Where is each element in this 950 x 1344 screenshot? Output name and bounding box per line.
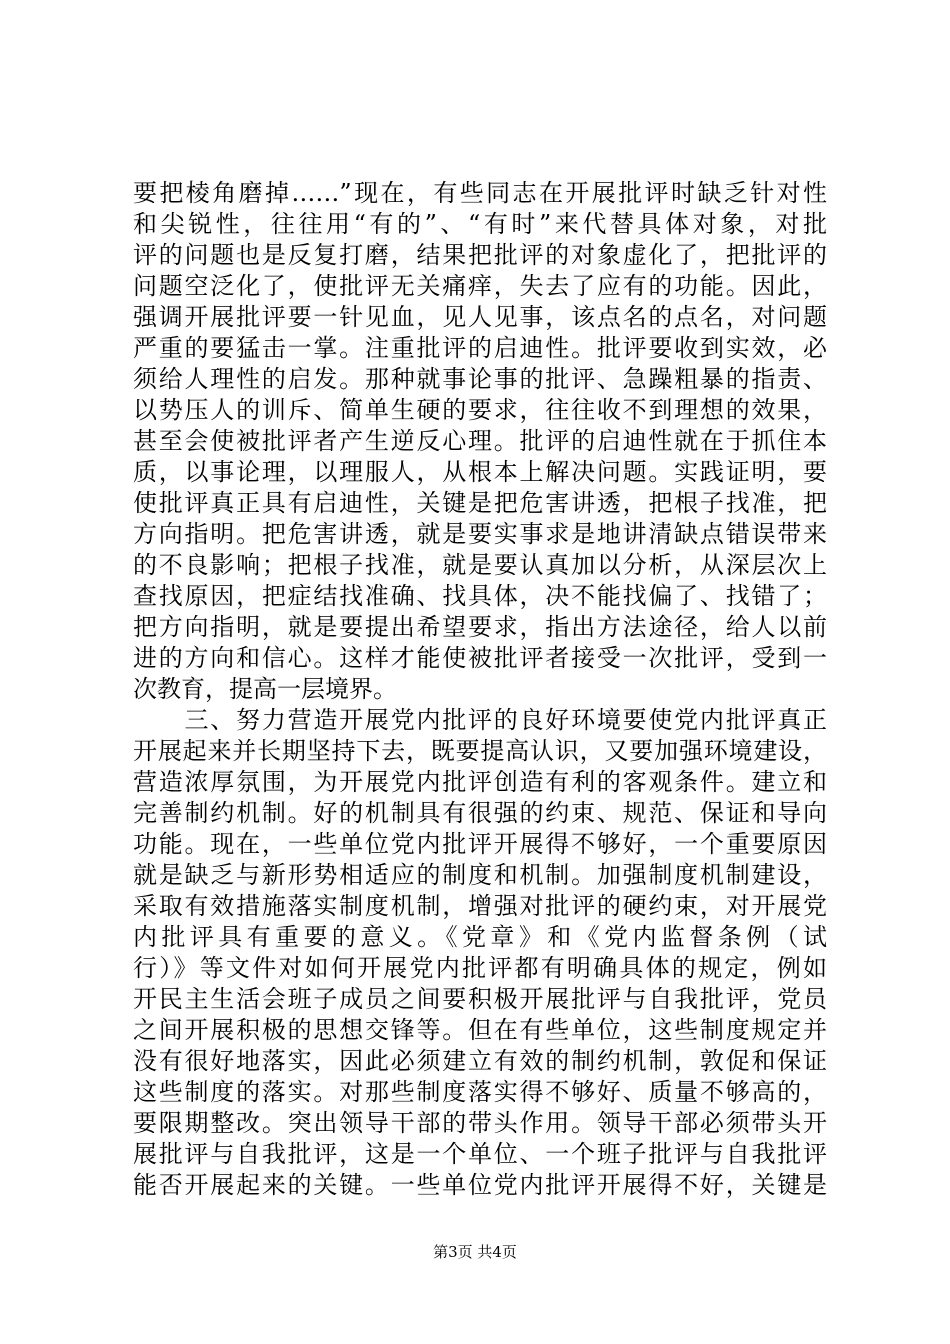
text-line: 之间开展积极的思想交锋等。但在有些单位，这些制度规定并 xyxy=(133,1016,827,1044)
text-line: 问题空泛化了，使批评无关痛痒，失去了应有的功能。因此， xyxy=(133,272,827,300)
text-line: 查找原因，把症结找准确、找具体，决不能找偏了、找错了； xyxy=(133,582,827,610)
text-line: 采取有效措施落实制度机制，增强对批评的硬约束，对开展党 xyxy=(133,892,827,920)
text-line: 营造浓厚氛围，为开展党内批评创造有利的客观条件。建立和 xyxy=(133,768,827,796)
text-line: 展批评与自我批评，这是一个单位、一个班子批评与自我批评 xyxy=(133,1140,827,1168)
text-line: 把方向指明，就是要提出希望要求，指出方法途径，给人以前 xyxy=(133,613,827,641)
text-line: 甚至会使被批评者产生逆反心理。批评的启迪性就在于抓住本 xyxy=(133,427,827,455)
text-line: 内批评具有重要的意义。《党章》和《党内监督条例（试 xyxy=(133,923,827,951)
text-line: 以势压人的训斥、简单生硬的要求，往往收不到理想的效果， xyxy=(133,396,827,424)
text-line: 质，以事论理，以理服人，从根本上解决问题。实践证明，要 xyxy=(133,458,827,486)
text-line: 强调开展批评要一针见血，见人见事，该点名的点名，对问题 xyxy=(133,303,827,331)
page-footer: 第3页 共4页 xyxy=(433,1243,517,1261)
text-line: 行）》等文件对如何开展党内批评都有明确具体的规定，例如 xyxy=(133,954,827,982)
text-line: 进的方向和信心。这样才能使被批评者接受一次批评，受到一 xyxy=(133,644,827,672)
text-line: 要把棱角磨掉……”现在，有些同志在开展批评时缺乏针对性 xyxy=(133,179,827,207)
text-line: 功能。现在，一些单位党内批评开展得不够好，一个重要原因 xyxy=(133,830,827,858)
text-line: 能否开展起来的关键。一些单位党内批评开展得不好，关键是 xyxy=(133,1171,827,1199)
text-line: 三、努力营造开展党内批评的良好环境要使党内批评真正 xyxy=(133,706,827,734)
text-line: 开展起来并长期坚持下去，既要提高认识，又要加强环境建设， xyxy=(133,737,827,765)
text-line: 须给人理性的启发。那种就事论事的批评、急躁粗暴的指责、 xyxy=(133,365,827,393)
text-line: 的不良影响；把根子找准，就是要认真加以分析，从深层次上 xyxy=(133,551,827,579)
body-text xyxy=(133,178,827,1201)
text-line: 使批评真正具有启迪性，关键是把危害讲透，把根子找准，把 xyxy=(133,489,827,517)
text-line: 完善制约机制。好的机制具有很强的约束、规范、保证和导向 xyxy=(133,799,827,827)
text-line: 没有很好地落实，因此必须建立有效的制约机制，敦促和保证 xyxy=(133,1047,827,1075)
text-line: 严重的要猛击一掌。注重批评的启迪性。批评要收到实效，必 xyxy=(133,334,827,362)
text-line: 就是缺乏与新形势相适应的制度和机制。加强制度机制建设， xyxy=(133,861,827,889)
text-line: 要限期整改。突出领导干部的带头作用。领导干部必须带头开 xyxy=(133,1109,827,1137)
text-line: 评的问题也是反复打磨，结果把批评的对象虚化了，把批评的 xyxy=(133,241,827,269)
text-line: 和尖锐性，往往用“有的”、“有时”来代替具体对象，对批 xyxy=(133,210,827,238)
text-line: 方向指明。把危害讲透，就是要实事求是地讲清缺点错误带来 xyxy=(133,520,827,548)
text-line: 开民主生活会班子成员之间要积极开展批评与自我批评，党员 xyxy=(133,985,827,1013)
text-line: 这些制度的落实。对那些制度落实得不够好、质量不够高的， xyxy=(133,1078,827,1106)
text-line: 次教育，提高一层境界。 xyxy=(133,675,397,703)
